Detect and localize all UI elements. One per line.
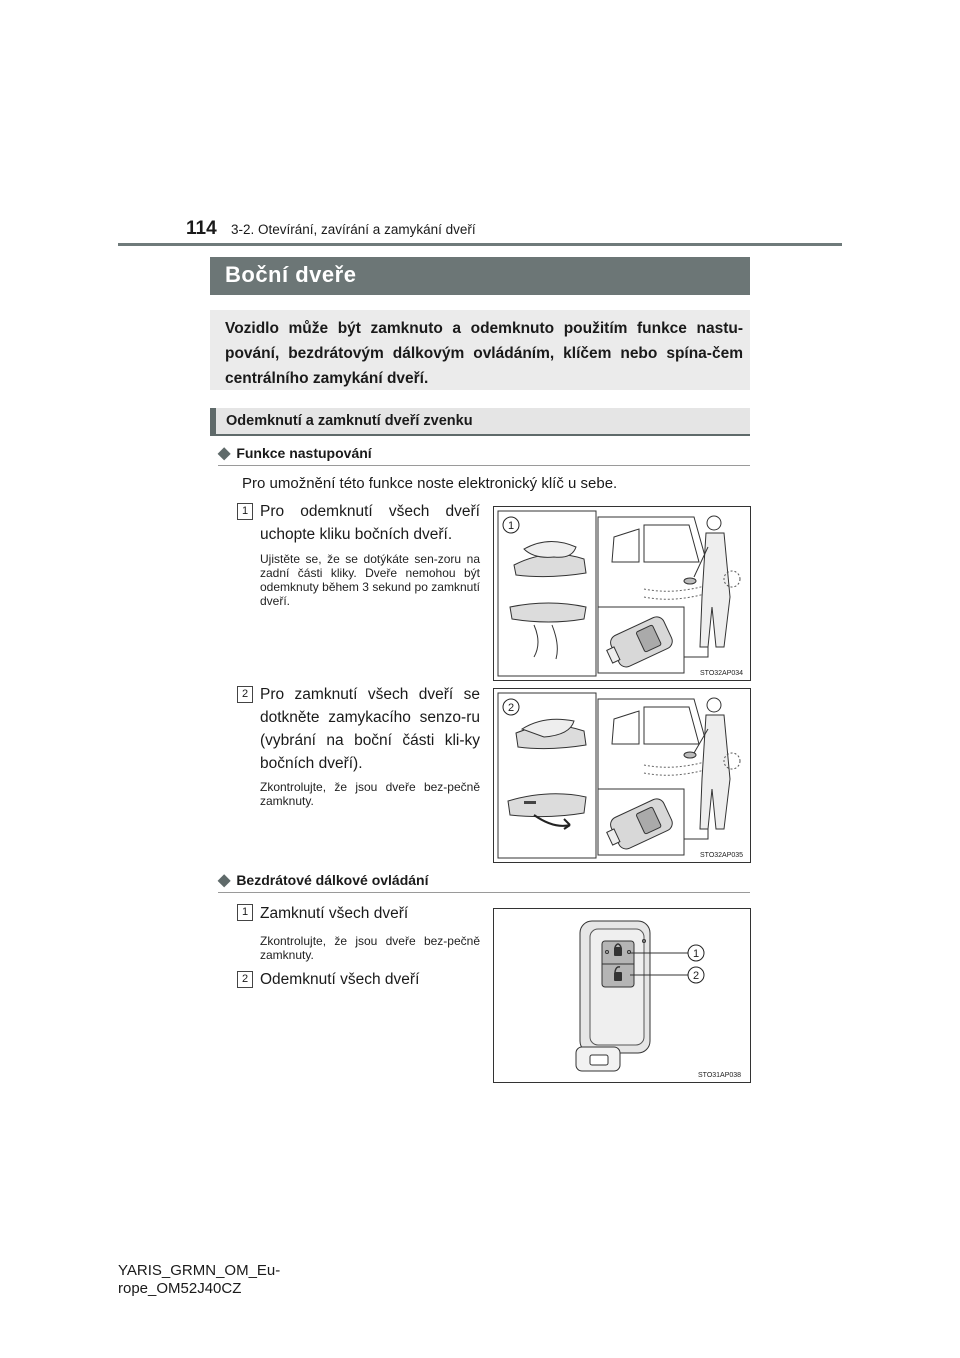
remote-step1-text: Zamknutí všech dveří <box>260 905 409 922</box>
remote-step2-text: Odemknutí všech dveří <box>260 971 420 988</box>
step1-text: Pro odemknutí všech dveří uchopte kliku bočních dveří. <box>260 503 480 543</box>
intro-text: Vozidlo může být zamknuto a odemknuto použitím funkce nastu-pování, bezdrátovým dálkovým ovládáním, klíčem nebo spína-čem centrálního zamykání dveří. <box>225 320 743 387</box>
footer-line2: rope_OM52J40CZ <box>118 1280 242 1297</box>
step1-note: Ujistěte se, že se dotýkáte sen-zoru na zadní části kliky. Dveře nemohou být odemknuty během 3 sekund po zamknutí dveří. <box>260 552 480 608</box>
remote-heading-text: Bezdrátové dálkové ovládání <box>236 872 429 888</box>
footer <box>118 1262 280 1298</box>
figure-code: STO32AP035 <box>700 852 744 859</box>
section-title: Boční dveře <box>225 262 357 287</box>
figure-code: STO31AP038 <box>698 1072 742 1079</box>
entry-heading <box>218 443 372 463</box>
figure-door-unlock <box>493 506 751 681</box>
subsection-accent <box>210 408 216 434</box>
page-number: 114 <box>186 218 217 239</box>
entry-heading-text: Funkce nastupování <box>236 445 372 461</box>
step-number-box: 1 <box>237 904 253 921</box>
subsection-title: Odemknutí a zamknutí dveří zvenku <box>226 413 473 429</box>
figure-key-fob <box>493 908 751 1083</box>
subsection-rule <box>210 434 750 436</box>
step2-note: Zkontrolujte, že jsou dveře bez-pečně zamknuty. <box>260 780 480 808</box>
figure-callout: 2 <box>692 970 700 982</box>
figure-code: STO32AP034 <box>700 670 744 677</box>
remote-step1-note: Zkontrolujte, že jsou dveře bez-pečně zamknuty. <box>260 934 480 962</box>
figure-callout: 1 <box>692 948 700 960</box>
figure-door-lock <box>493 688 751 863</box>
footer-line1: YARIS_GRMN_OM_Eu- <box>118 1262 281 1279</box>
step-number-box: 2 <box>237 971 253 988</box>
breadcrumb: 3-2. Otevírání, zavírání a zamykání dveří <box>231 222 476 237</box>
step-number-box: 1 <box>237 503 253 520</box>
header-rule <box>118 243 842 246</box>
diamond-icon: ◆ <box>218 445 231 462</box>
figure-callout: 1 <box>507 520 515 532</box>
entry-intro: Pro umožnění této funkce noste elektronický klíč u sebe. <box>242 475 618 492</box>
remote-heading <box>218 870 429 890</box>
step2-text: Pro zamknutí všech dveří se dotkněte zamykacího senzo-ru (vybrání na boční části kli-ky bočních dveří). <box>260 686 480 772</box>
figure-callout: 2 <box>507 702 515 714</box>
diamond-icon: ◆ <box>218 872 231 889</box>
entry-rule <box>218 465 750 466</box>
remote-rule <box>218 892 750 893</box>
step-number-box: 2 <box>237 686 253 703</box>
